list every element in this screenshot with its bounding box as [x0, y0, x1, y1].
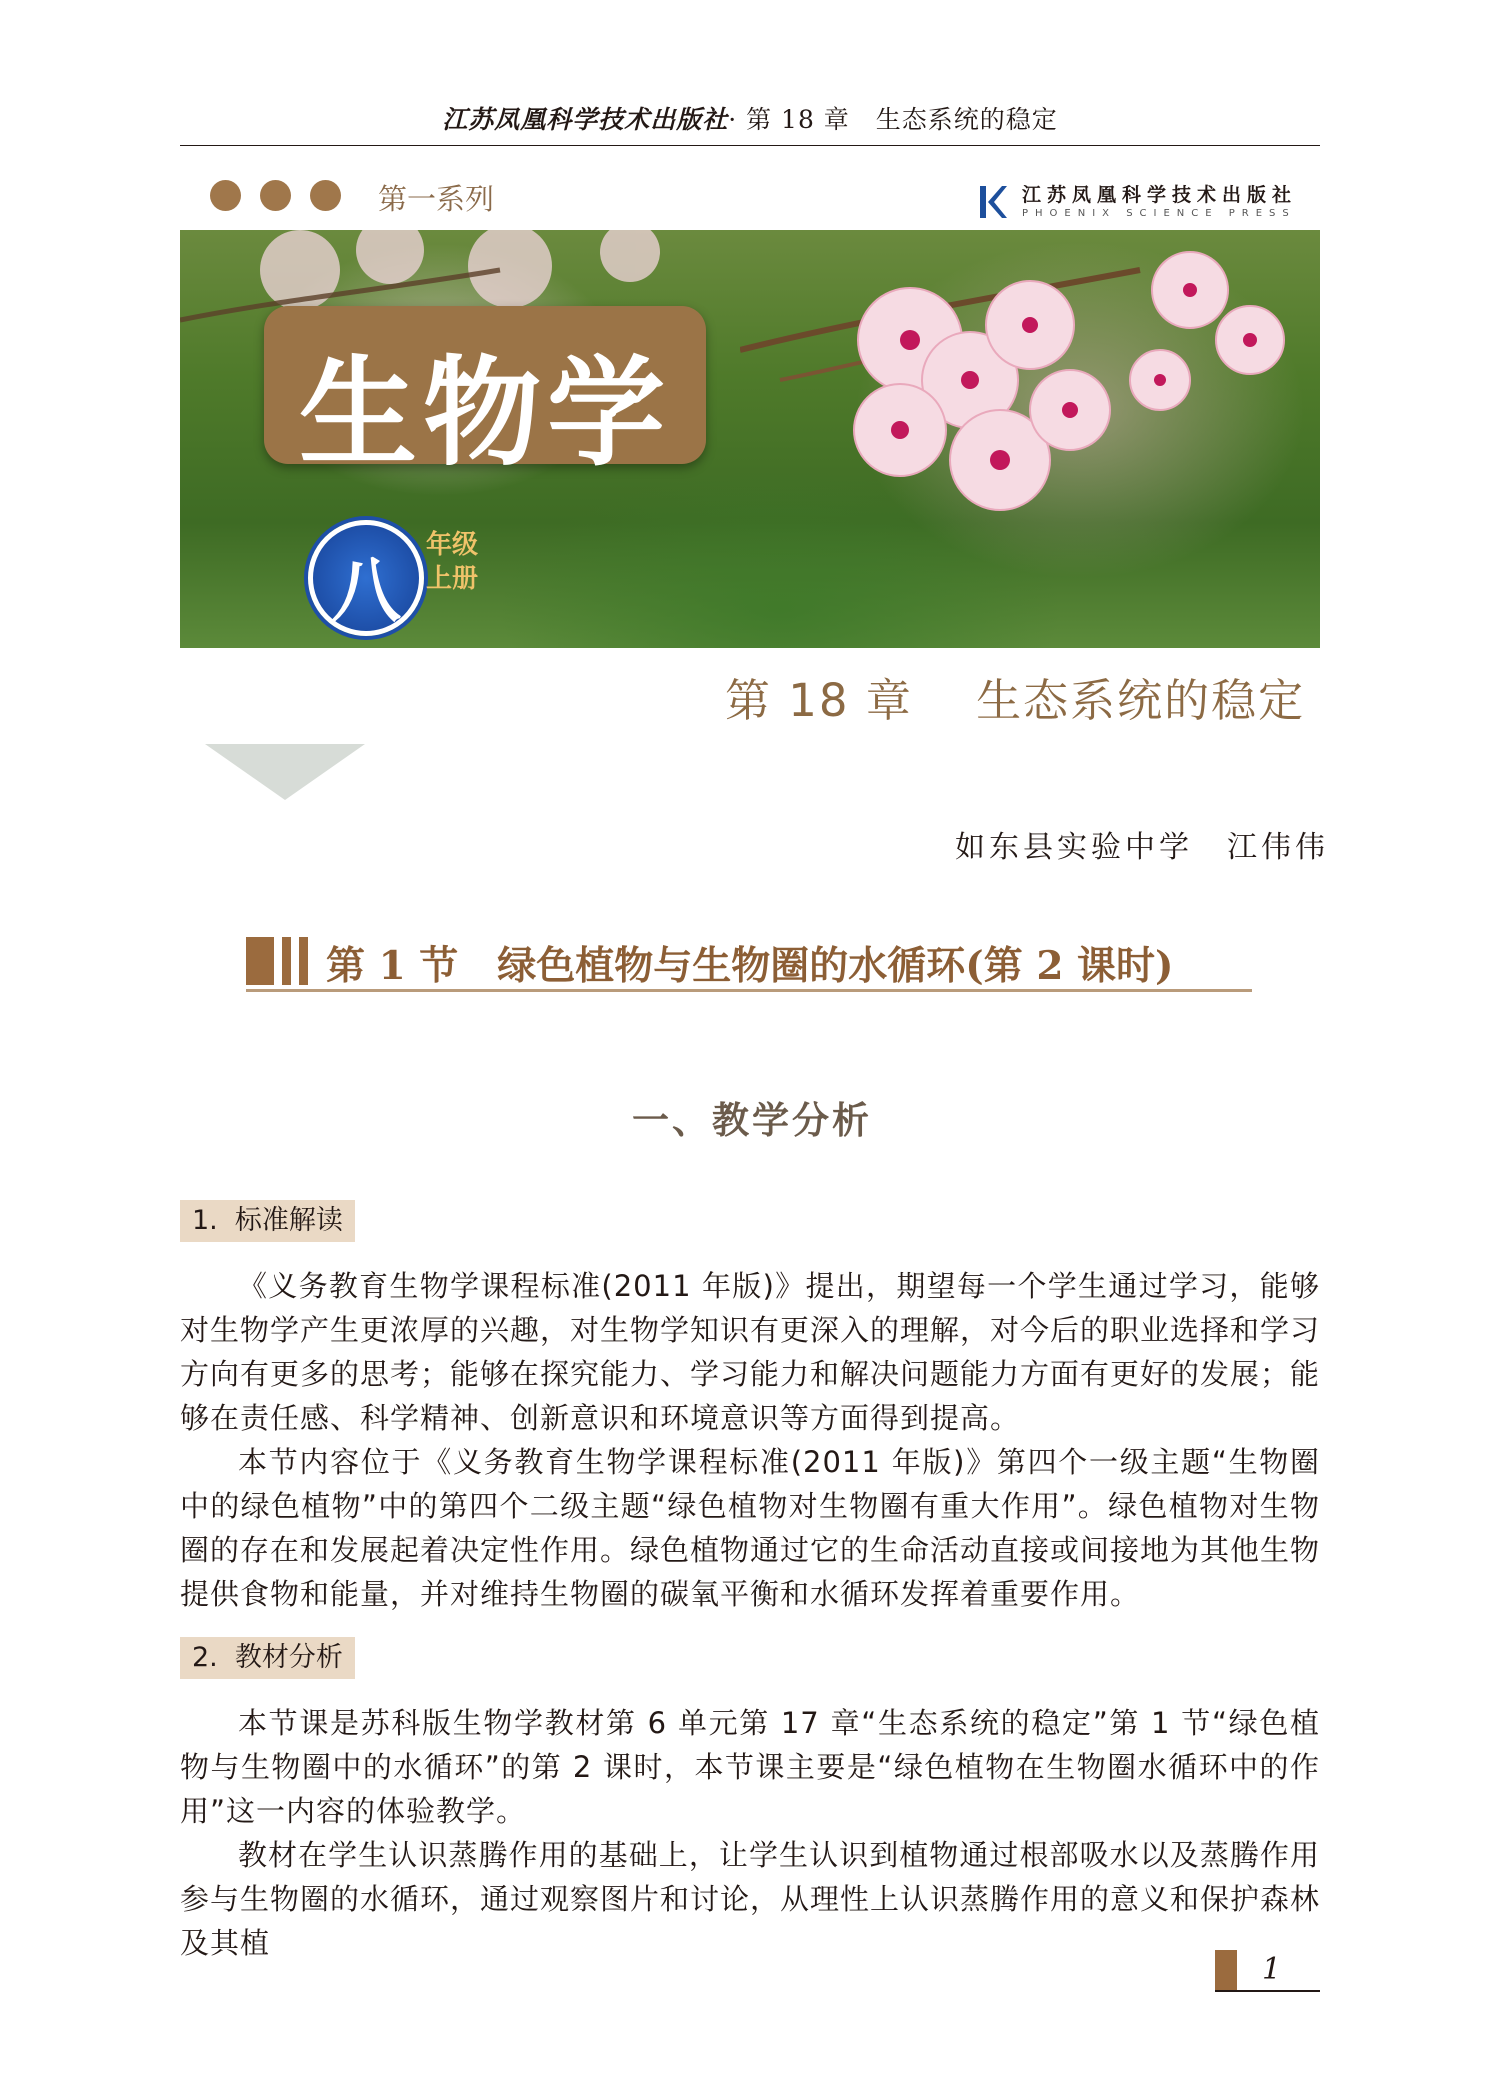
peach-blossom-image	[740, 230, 1320, 648]
section-underline	[246, 989, 1252, 992]
paragraph: 《义务教育生物学课程标准(2011 年版)》提出，期望每一个学生通过学习，能够对生物学产生更浓厚的兴趣，对生物学知识有更深入的理解，对今后的职业选择和学习方向有更多的思考；能够在探究能力、学习能力和解决问题能力方面有更好的发展；能够在责任感、科学精神、创新意识和环境意识等方面得到提高。	[180, 1269, 1321, 1435]
subsection-label: 2. 教材分析	[180, 1637, 355, 1679]
grade-label-line2: 上册	[426, 564, 479, 594]
series-label: 第一系列	[378, 182, 495, 216]
publisher-logo-name-cn: 江苏凤凰科学技术出版社	[1022, 184, 1298, 206]
subsection-label: 1. 标准解读	[180, 1200, 355, 1242]
chapter-band-pointer	[205, 744, 365, 800]
running-head	[180, 100, 1320, 136]
section-bar-icon	[282, 937, 291, 985]
book-title: 生物学	[298, 344, 671, 482]
main-heading: 一、教学分析	[632, 1099, 872, 1142]
cover-banner	[180, 230, 1320, 648]
chapter-title: 第 18 章 生态系统的稳定	[725, 674, 1306, 727]
running-head-chapter: · 第 18 章 生态系统的稳定	[728, 105, 1058, 134]
paragraph: 本节内容位于《义务教育生物学课程标准(2011 年版)》第四个一级主题“生物圈中的绿色植物”中的第四个二级主题“绿色植物对生物圈有重大作用”。绿色植物对生物圈的存在和发展起着决定性作用。绿色植物通过它的生命活动直接或间接地为其他生物提供食物和能量，并对维持生物圈的碳氧平衡和水循环发挥着重要作用。	[180, 1445, 1321, 1611]
header-rule	[180, 145, 1320, 146]
book-title-box	[264, 306, 706, 482]
paragraph: 教材在学生认识蒸腾作用的基础上，让学生认识到植物通过根部吸水以及蒸腾作用参与生物圈的水循环，通过观察图片和讨论，从理性上认识蒸腾作用的意义和保护森林及其植	[180, 1838, 1321, 1960]
publisher-logo	[978, 180, 1318, 224]
author-line: 如东县实验中学 江伟伟	[955, 830, 1329, 865]
page-number: 1	[1262, 1952, 1282, 1987]
page-number-rule	[1215, 1990, 1320, 1992]
series-dot	[310, 180, 341, 211]
series-dots	[210, 180, 341, 211]
series-dot	[260, 180, 291, 211]
section-bar-icon	[246, 937, 274, 985]
grade-badge	[308, 520, 424, 636]
paragraph: 本节课是苏科版生物学教材第 6 单元第 17 章“生态系统的稳定”第 1 节“绿色植物与生物圈中的水循环”的第 2 课时，本节课主要是“绿色植物在生物圈水循环中的作用”这一内容的体验教学。	[180, 1706, 1320, 1828]
publisher-logo-name-en: PHOENIX SCIENCE PRESS	[1022, 208, 1296, 219]
grade-label	[426, 528, 478, 596]
page-number-marker	[1215, 1950, 1237, 1990]
series-dot	[210, 180, 241, 211]
publisher-logo-icon	[978, 182, 1008, 222]
section-title: 第 1 节 绿色植物与生物圈的水循环(第 2 课时)	[326, 943, 1174, 989]
running-head-publisher: 江苏凤凰科学技术出版社	[442, 105, 729, 134]
section-bar-icon	[299, 937, 308, 985]
grade-label-line1: 年级	[426, 530, 479, 560]
grade-character: 八	[331, 550, 401, 632]
